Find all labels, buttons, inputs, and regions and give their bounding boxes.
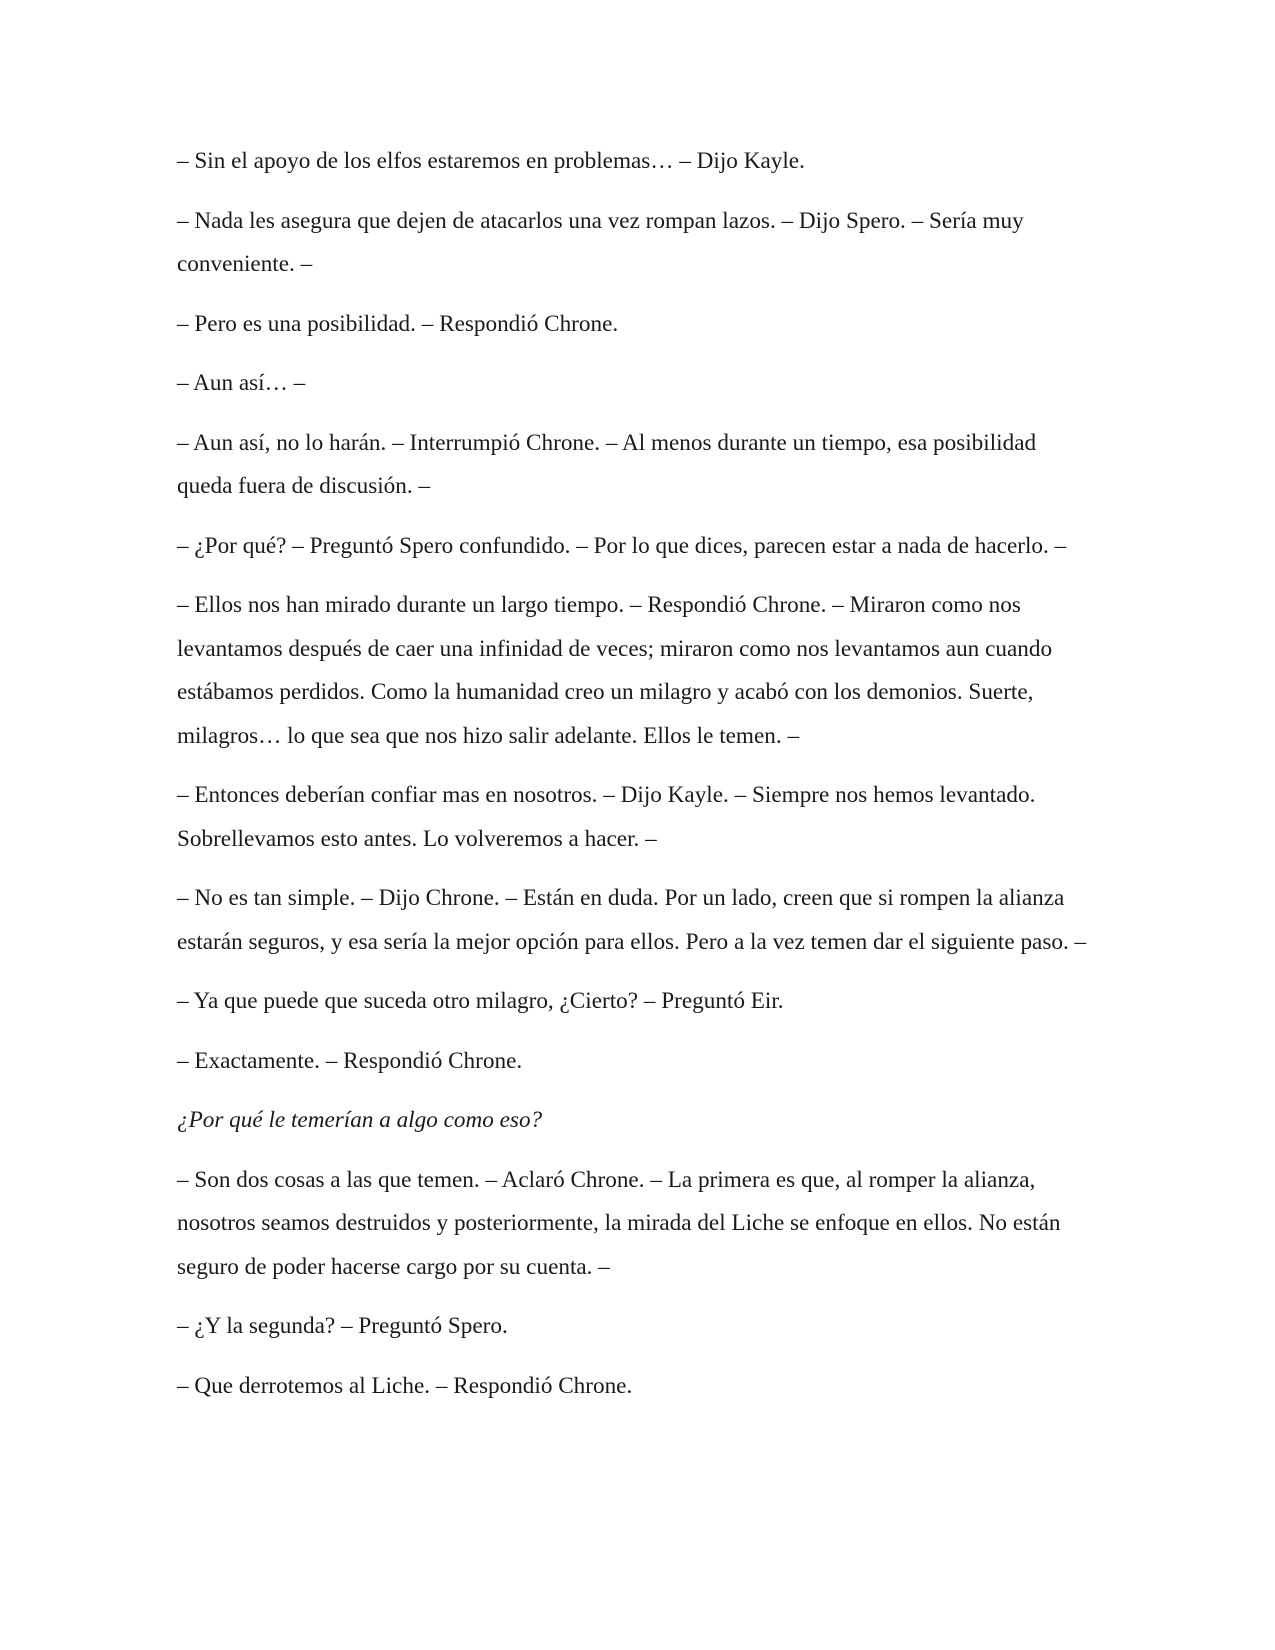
- paragraph: – Aun así… –: [177, 370, 306, 396]
- paragraph: – Nada les asegura que dejen de atacarlos una vez rompan lazos. – Dijo Spero. – Sería muy conveniente. –: [177, 207, 1024, 277]
- paragraph: – Entonces deberían confiar mas en nosotros. – Dijo Kayle. – Siempre nos hemos levantado. Sobrellevamos esto antes. Lo volveremos a hacer. –: [177, 782, 1036, 852]
- paragraph: – Ya que puede que suceda otro milagro, ¿Cierto? – Preguntó Eir.: [177, 988, 784, 1014]
- paragraph: – No es tan simple. – Dijo Chrone. – Están en duda. Por un lado, creen que si rompen la alianza estarán seguros, y esa sería la mejor opción para ellos. Pero a la vez temen dar el siguiente paso. –: [177, 885, 1087, 955]
- paragraph: – ¿Y la segunda? – Preguntó Spero.: [177, 1313, 508, 1339]
- paragraph: – Que derrotemos al Liche. – Respondió Chrone.: [177, 1372, 633, 1399]
- paragraph: – Pero es una posibilidad. – Respondió Chrone.: [177, 310, 619, 337]
- paragraph: – Son dos cosas a las que temen. – Aclaró Chrone. – La primera es que, al romper la alianza, nosotros seamos destruidos y posteriormente, la mirada del Liche se enfoque en ellos. No están seguro de poder hacerse cargo por su cuenta. –: [177, 1166, 1061, 1280]
- document-body: [177, 140, 1097, 1424]
- paragraph: – ¿Por qué? – Preguntó Spero confundido. – Por lo que dices, parecen estar a nada de hacerlo. –: [177, 532, 1067, 559]
- paragraph: – Aun así, no lo harán. – Interrumpió Chrone. – Al menos durante un tiempo, esa posibilidad queda fuera de discusión. –: [177, 429, 1037, 499]
- italic-thought-paragraph: ¿Por qué le temerían a algo como eso?: [177, 1107, 543, 1133]
- paragraph: – Sin el apoyo de los elfos estaremos en problemas… – Dijo Kayle.: [177, 148, 805, 174]
- paragraph: – Ellos nos han mirado durante un largo tiempo. – Respondió Chrone. – Miraron como nos levantamos después de caer una infinidad de veces; miraron como nos levantamos aun cuando estábamos perdidos. Como la humanidad creo un milagro y acabó con los demonios. Suerte, milagros… lo que sea que nos hizo salir adelante. Ellos le temen. –: [177, 592, 1053, 749]
- paragraph: – Exactamente. – Respondió Chrone.: [177, 1047, 523, 1074]
